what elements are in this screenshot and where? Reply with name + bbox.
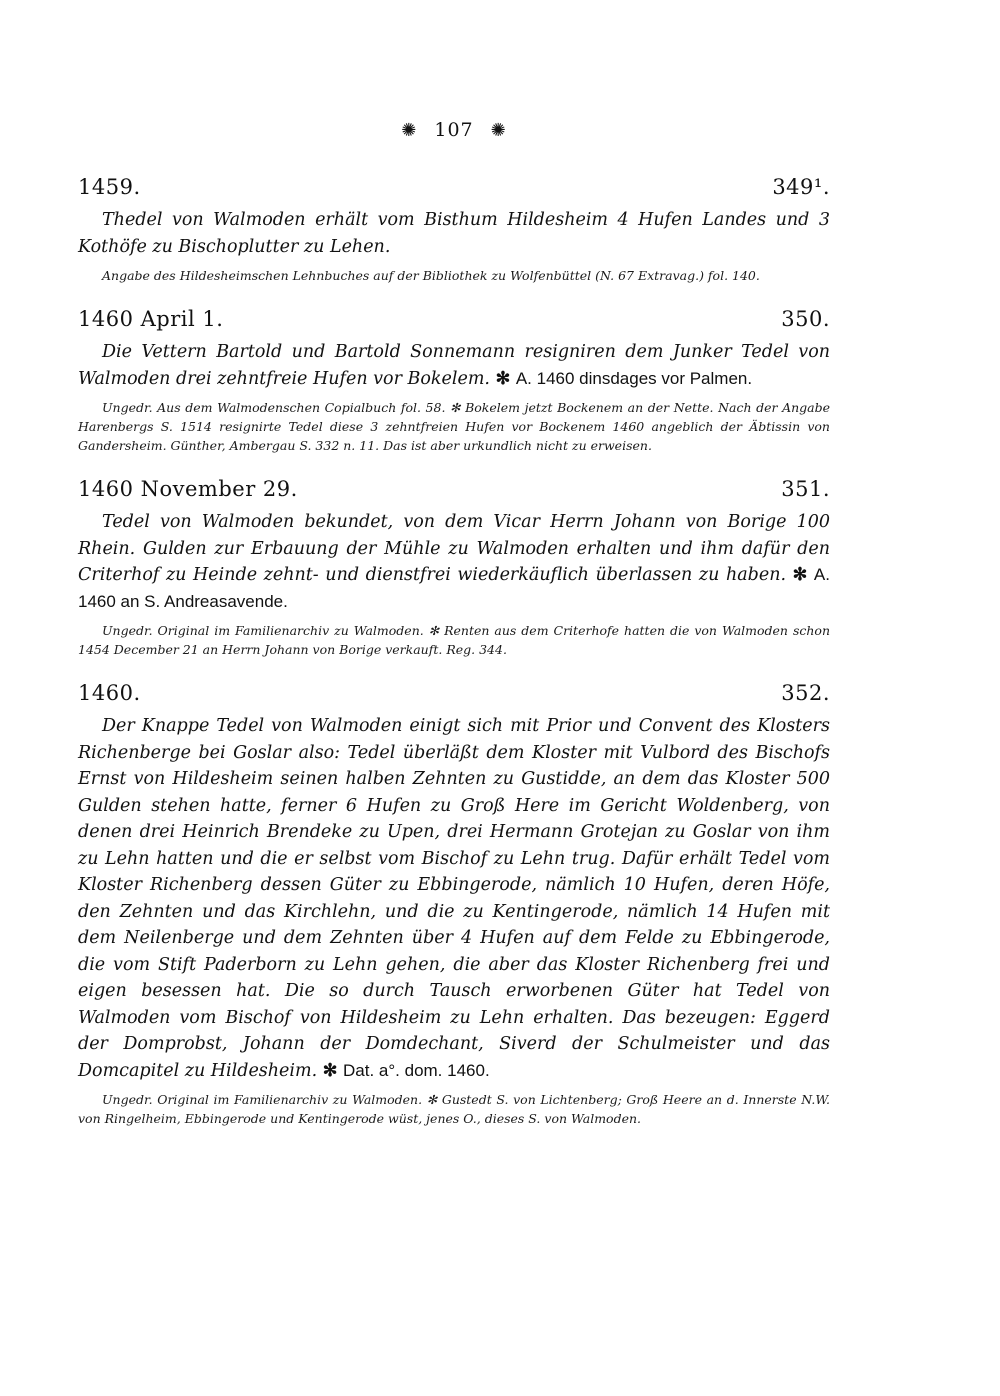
entry-header	[78, 477, 830, 501]
entry-note: Ungedr. Original im Familienarchiv zu Walmoden. ✻ Renten aus dem Criterhofe hatten die von Walmoden schon 1454 December 21 an Herrn Johann von Borige verkauft. Reg. 344.	[78, 623, 830, 657]
entry	[78, 477, 830, 659]
entry-body: Die Vettern Bartold und Bartold Sonnemann resigniren dem Junker Tedel von Walmoden drei zehntfreie Hufen vor Bokelem.	[78, 342, 830, 389]
entry	[78, 175, 830, 285]
entry-date: 1460 April 1.	[78, 307, 224, 331]
entry-body: Der Knappe Tedel von Walmoden einigt sich mit Prior und Convent des Klosters Richenberge bei Goslar also: Tedel überläßt dem Kloster mit Vulbord des Bischofs Ernst von Hildesheim seinen halben Zehnten zu Gustidde, an dem das Kloster 500 Gulden stehen hatte, ferner 6 Hufen zu Groß Here im Gericht Woldenberg, von denen drei Heinrich Brendeke zu Upen, drei Hermann Grotejan zu Goslar von ihm zu Lehn hatten und die er selbst vom Bischof zu Lehn trug. Dafür erhält Tedel vom Kloster Richenberg dessen Güter zu Ebbingerode, nämlich 10 Hufen, deren Höfe, den Zehnten und das Kirchlehn, und die zu Kentingerode, nämlich 14 Hufen mit dem Neilenberge und dem Zehnten über 4 Hufen auf dem Felde zu Ebbingerode, die vom Stift Paderborn zu Lehn gehen, die aber das Kloster Richenberg frei und eigen besessen hat. Die so durch Tausch erworbenen Güter hat Tedel von Walmoden vom Bischof von Hildesheim zu Lehn erhalten. Das bezeugen: Eggerd der Domprobst, Johann der Domdechant, Siverd der Schulmeister und das Domcapitel zu Hildesheim.	[78, 716, 830, 1081]
entry-text	[78, 207, 830, 260]
entry-header	[78, 175, 830, 199]
asterisk-icon: ✻	[792, 565, 808, 585]
entry-text	[78, 509, 830, 615]
asterisk-icon: ✻	[495, 368, 511, 389]
entry	[78, 307, 830, 455]
entry-date: 1460 November 29.	[78, 477, 298, 501]
entry-number: 349¹.	[772, 175, 830, 199]
entry-header	[78, 307, 830, 331]
entry	[78, 681, 830, 1128]
page-number: 107	[434, 119, 474, 141]
document-page	[78, 118, 830, 1150]
entry-dateline: A. 1460 an S. Andreasavende.	[78, 565, 830, 611]
entry-text	[78, 339, 830, 392]
ornament-left-icon: ✺	[401, 119, 418, 141]
entry-text	[78, 713, 830, 1084]
entry-dateline: A. 1460 dinsdages vor Palmen.	[515, 368, 753, 388]
entry-number: 350.	[781, 307, 830, 331]
entry-note: Ungedr. Original im Familienarchiv zu Walmoden. ✻ Gustedt S. von Lichtenberg; Groß Heere an d. Innerste N.W. von Ringelheim, Ebbingerode und Kentingerode wüst, jenes O., dieses S. von Walmoden.	[78, 1092, 830, 1126]
asterisk-icon: ✻	[322, 1060, 338, 1081]
entry-body: Thedel von Walmoden erhält vom Bisthum Hildesheim 4 Hufen Landes und 3 Kothöfe zu Bischoplutter zu Lehen.	[78, 210, 830, 257]
entry-header	[78, 681, 830, 705]
page-header	[78, 118, 830, 141]
entry-note: Ungedr. Aus dem Walmodenschen Copialbuch fol. 58. ✻ Bokelem jetzt Bockenem an der Nette. Nach der Angabe Harenbergs S. 1514 resignirte Tedel diese 3 zehntfreien Hufen vor Bockenem 1460 angeblich der Äbtissin von Gandersheim. Günther, Ambergau S. 332 n. 11. Das ist aber urkundlich nicht zu erweisen.	[78, 400, 830, 453]
entry-body: Tedel von Walmoden bekundet, von dem Vicar Herrn Johann von Borige 100 Rhein. Gulden zur Erbauung der Mühle zu Walmoden erhalten und ihm dafür den Criterhof zu Heinde zehnt- und dienstfrei wiederkäuflich überlassen zu haben.	[78, 512, 830, 585]
entry-dateline: Dat. a°. dom. 1460.	[343, 1060, 490, 1080]
ornament-right-icon: ✺	[490, 119, 507, 141]
entry-number: 351.	[781, 477, 830, 501]
entry-note: Angabe des Hildesheimschen Lehnbuches auf der Bibliothek zu Wolfenbüttel (N. 67 Extravag.) fol. 140.	[102, 268, 760, 283]
entry-date: 1460.	[78, 681, 141, 705]
entry-date: 1459.	[78, 175, 141, 199]
entry-number: 352.	[781, 681, 830, 705]
